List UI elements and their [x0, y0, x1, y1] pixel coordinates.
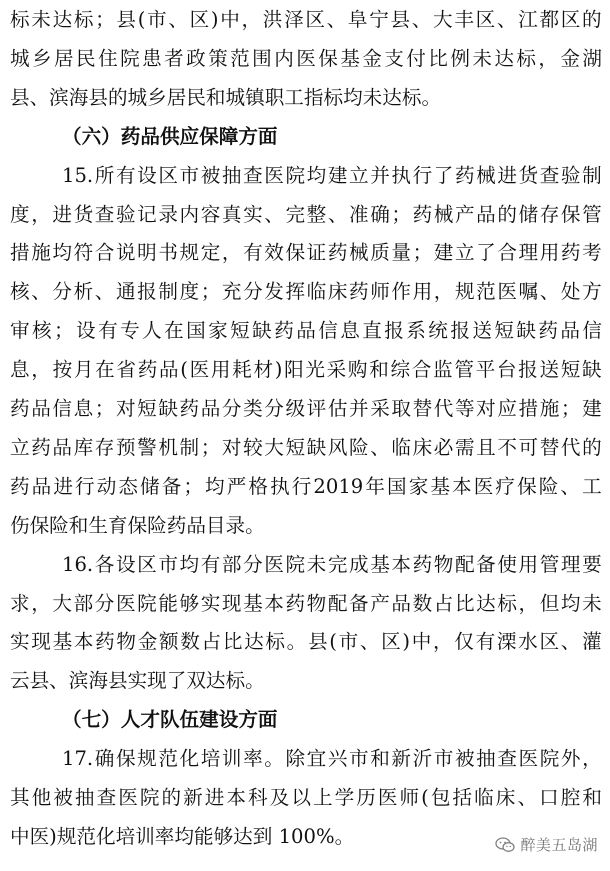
text-line: 其 他 被 抽 查 医 院 的 新 进 本 科 及 以 上 学 历 医 师 ( 包 括 临 床 、 口 腔 和 [10, 786, 602, 809]
section-heading: （六）药品供应保障方面 [62, 124, 278, 148]
text-line: 息 ， 按 月 在 省 药 品 ( 医 用 耗 材 ) 阳 光 采 购 和 综 合 监 管 平 台 报 送 短 缺 [10, 358, 602, 382]
text-line: 核 、 分 析 、 通 报 制 度 ； 充 分 发 挥 临 床 药 师 作 用 ， 规 范 医 嘱 、 处 方 [10, 280, 602, 304]
text-line: 措 施 均 符 合 说 明 书 规 定 ， 有 效 保 证 药 械 质 量 ； 建 立 了 合 理 用 药 考 [10, 241, 602, 265]
text-line: 16. 各 设 区 市 均 有 部 分 医 院 未 完 成 基 本 药 物 配 备 使 用 管 理 要 [62, 552, 602, 576]
wechat-icon [495, 837, 515, 853]
text-line: 城 乡 居 民 住 院 患 者 政 策 范 围 内 医 保 基 金 支 付 比 例 未 达 标 ， 金 湖 [10, 46, 602, 70]
text-line: 县、滨海县的城乡居民和城镇职工指标均未达标。 [10, 85, 442, 109]
watermark-text: 醉美五岛湖 [520, 836, 598, 854]
text-line: 17. 确 保 规 范 化 培 训 率 。 除 宜 兴 市 和 新 沂 市 被 抽 查 医 院 外 ， [62, 747, 602, 771]
text-line: 15. 所 有 设 区 市 被 抽 查 医 院 均 建 立 并 执 行 了 药 械 进 货 查 验 制 [62, 163, 602, 187]
text-line: 求 ， 大 部 分 医 院 能 够 实 现 基 本 药 物 配 备 产 品 数 占 比 达 标 ， 但 均 未 [10, 591, 602, 615]
text-line: 药 品 进 行 动 态 储 备 ； 均 严 格 执 行 2019 年 国 家 基 本 医 疗 保 险 、 工 [10, 474, 602, 498]
section-heading: （七）人才队伍建设方面 [62, 708, 278, 732]
text-line: 立 药 品 库 存 预 警 机 制 ； 对 较 大 短 缺 风 险 、 临 床 必 需 且 不 可 替 代 的 [10, 435, 602, 459]
text-line: 度 ， 进 货 查 验 记 录 内 容 真 实 、 完 整 、 准 确 ； 药 械 产 品 的 储 存 保 管 [10, 202, 602, 226]
text-line: 中医)规范化培训率均能够达到 100%。 [10, 824, 355, 848]
text-line: 伤保险和生育保险药品目录。 [10, 513, 265, 537]
text-line: 标 未 达 标 ； 县 ( 市 、 区 ) 中 ， 洪 泽 区 、 阜 宁 县 、 大 丰 区 、 江 都 区 的 [10, 8, 602, 31]
text-line: 实 现 基 本 药 物 金 额 数 占 比 达 标 。 县 ( 市 、 区 ) 中 ， 仅 有 溧 水 区 、 灌 [10, 630, 602, 654]
text-line: 审 核 ； 设 有 专 人 在 国 家 短 缺 药 品 信 息 直 报 系 统 报 送 短 缺 药 品 信 [10, 319, 602, 343]
text-line: 药 品 信 息 ； 对 短 缺 药 品 分 类 分 级 评 估 并 采 取 替 代 等 对 应 措 施 ； 建 [10, 397, 602, 420]
watermark [495, 834, 598, 855]
text-line: 云县、滨海县实现了双达标。 [10, 669, 265, 693]
